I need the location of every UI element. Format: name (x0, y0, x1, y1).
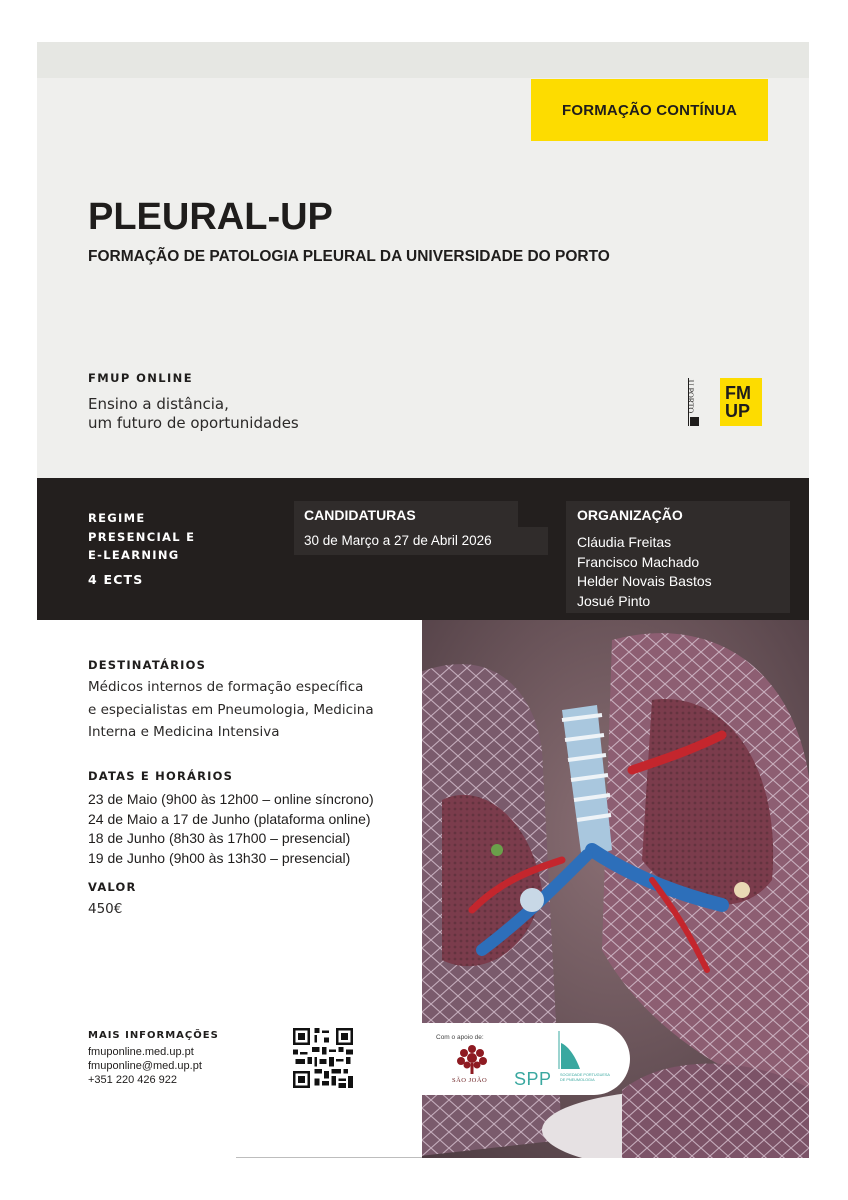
datas-list (88, 790, 374, 868)
organizer-name: Cláudia Freitas (577, 534, 672, 550)
destinatarios-line: Interna e Medicina Intensiva (88, 724, 280, 740)
fmup-logo (720, 378, 762, 426)
uporto-logo (688, 378, 700, 426)
contact-phone: +351 220 426 922 (88, 1074, 178, 1086)
spp-logo-subtext: SOCIEDADE PORTUGUESA DE PNEUMOLOGIA (560, 1073, 610, 1082)
sao-joao-logo-text: SÃO JOÃO (452, 1077, 488, 1084)
qr-code-icon[interactable] (293, 1028, 353, 1088)
fmup-tagline-line: um futuro de oportunidades (88, 414, 299, 432)
support-logos-panel (422, 1023, 630, 1095)
uporto-logo-block (690, 417, 699, 426)
regime-label (88, 509, 195, 565)
organizer-name: Helder Novais Bastos (577, 573, 712, 589)
ects-label: 4 ECTS (88, 572, 144, 587)
fmup-logo-line: UP (725, 401, 751, 421)
candidaturas-heading: CANDIDATURAS (294, 501, 518, 527)
organizacao-heading: ORGANIZAÇÃO (577, 507, 683, 523)
top-strip (37, 42, 809, 78)
contact-list (88, 1045, 202, 1087)
formacao-continua-badge: FORMAÇÃO CONTÍNUA (531, 79, 768, 141)
page-title: PLEURAL-UP (88, 196, 333, 238)
datas-heading: DATAS E HORÁRIOS (88, 769, 234, 783)
valor-amount: 450€ (88, 901, 123, 917)
date-item: 18 de Junho (8h30 às 17h00 – presencial) (88, 830, 351, 846)
valor-heading: VALOR (88, 880, 137, 894)
destinatarios-line: e especialistas em Pneumologia, Medicina (88, 701, 374, 718)
destinatarios-heading: DESTINATÁRIOS (88, 658, 207, 672)
organizer-name: Francisco Machado (577, 553, 700, 570)
page-subtitle: FORMAÇÃO DE PATOLOGIA PLEURAL DA UNIVERSIDADE DO PORTO (88, 248, 610, 265)
regime-line: REGIME (88, 511, 146, 525)
candidaturas-dates: 30 de Março a 27 de Abril 2026 (294, 527, 548, 555)
destinatarios-line: Médicos internos de formação específica (88, 679, 364, 695)
contact-website[interactable]: fmuponline.med.up.pt (88, 1046, 194, 1058)
date-item: 23 de Maio (9h00 às 12h00 – online síncrono) (88, 791, 374, 807)
organizacao-list (577, 533, 712, 611)
bottom-divider (236, 1157, 422, 1158)
destinatarios-text (88, 676, 374, 744)
organizacao-box (566, 501, 790, 613)
support-label: Com o apoio de: (436, 1034, 484, 1041)
uporto-logo-text: U.PORTO (686, 379, 696, 414)
spp-logo-text: SPP (514, 1069, 552, 1089)
sao-joao-tree-icon (455, 1043, 489, 1075)
fmup-logo-line: FM (725, 383, 751, 403)
regime-line: PRESENCIAL E (88, 529, 196, 544)
date-item: 24 de Maio a 17 de Junho (plataforma online) (88, 810, 371, 827)
fmup-tagline-line: Ensino a distância, (88, 395, 229, 413)
fmup-online-heading: FMUP ONLINE (88, 371, 193, 385)
date-item: 19 de Junho (9h00 às 13h30 – presencial) (88, 849, 351, 866)
spp-logo-mark-icon (555, 1031, 581, 1069)
fmup-tagline (88, 395, 299, 433)
contact-email[interactable]: fmuponline@med.up.pt (88, 1060, 202, 1072)
organizer-name: Josué Pinto (577, 592, 651, 609)
regime-line: E-LEARNING (88, 548, 180, 562)
mais-informacoes-heading: MAIS INFORMAÇÕES (88, 1030, 219, 1041)
